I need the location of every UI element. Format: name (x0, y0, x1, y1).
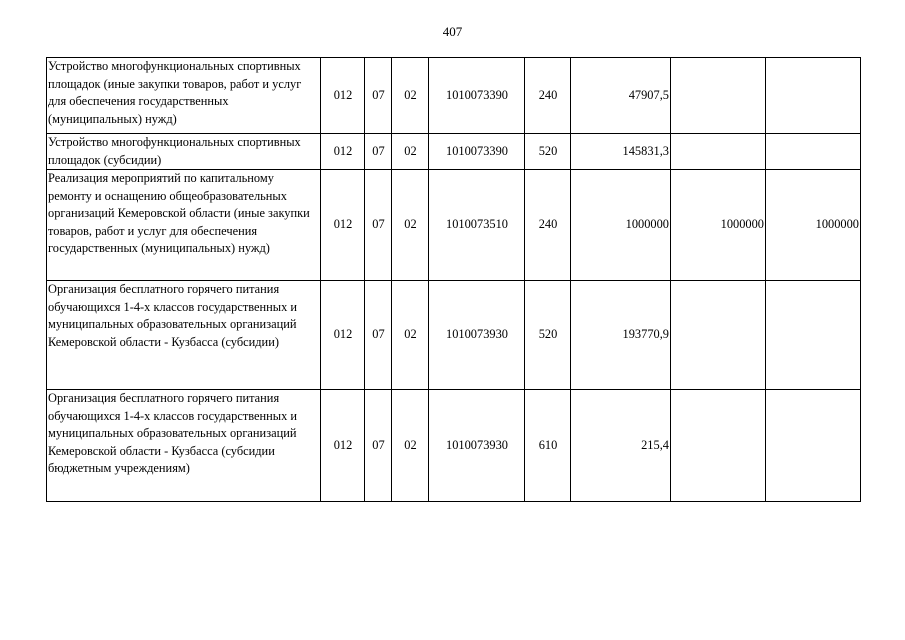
expense-type: 520 (525, 281, 571, 390)
expense-name: Организация бесплатного горячего питания обучающихся 1-4-х классов государственных и муниципальных образовательных организаций Кемеровской области - Кузбасса (субсидии) (47, 281, 321, 390)
amount-year-2 (671, 134, 766, 170)
amount-year-1: 145831,3 (571, 134, 671, 170)
subsection-code: 02 (392, 58, 429, 134)
section-code: 07 (365, 58, 392, 134)
subsection-code: 02 (392, 170, 429, 281)
amount-year-2 (671, 390, 766, 502)
section-code: 07 (365, 281, 392, 390)
amount-year-1: 47907,5 (571, 58, 671, 134)
table-row (47, 58, 861, 134)
expense-name: Устройство многофункциональных спортивных площадок (субсидии) (47, 134, 321, 170)
amount-year-3 (766, 58, 861, 134)
budget-table (46, 57, 861, 502)
ministry-code: 012 (321, 134, 365, 170)
table-row (47, 134, 861, 170)
expense-type: 240 (525, 58, 571, 134)
amount-year-1: 193770,9 (571, 281, 671, 390)
amount-year-3 (766, 134, 861, 170)
target-article: 1010073390 (429, 134, 525, 170)
amount-year-2: 1000000 (671, 170, 766, 281)
subsection-code: 02 (392, 134, 429, 170)
target-article: 1010073510 (429, 170, 525, 281)
table-row (47, 281, 861, 390)
target-article: 1010073390 (429, 58, 525, 134)
target-article: 1010073930 (429, 390, 525, 502)
expense-name: Реализация мероприятий по капитальному ремонту и оснащению общеобразовательных организаций Кемеровской области (иные закупки товаров, работ и услуг для обеспечения государственных (муниципальных) нужд) (47, 170, 321, 281)
table-row (47, 170, 861, 281)
amount-year-3 (766, 281, 861, 390)
expense-type: 240 (525, 170, 571, 281)
ministry-code: 012 (321, 170, 365, 281)
ministry-code: 012 (321, 281, 365, 390)
page-number: 407 (442, 24, 463, 39)
subsection-code: 02 (392, 281, 429, 390)
ministry-code: 012 (321, 390, 365, 502)
section-code: 07 (365, 134, 392, 170)
amount-year-1: 215,4 (571, 390, 671, 502)
ministry-code: 012 (321, 58, 365, 134)
expense-name: Устройство многофункциональных спортивных площадок (иные закупки товаров, работ и услуг для обеспечения государственных (муниципальных) нужд) (47, 58, 321, 134)
amount-year-2 (671, 281, 766, 390)
section-code: 07 (365, 390, 392, 502)
expense-name: Организация бесплатного горячего питания обучающихся 1-4-х классов государственных и муниципальных образовательных организаций Кемеровской области - Кузбасса (субсидии бюджетным учреждениям) (47, 390, 321, 502)
expense-type: 520 (525, 134, 571, 170)
target-article: 1010073930 (429, 281, 525, 390)
subsection-code: 02 (392, 390, 429, 502)
amount-year-3: 1000000 (766, 170, 861, 281)
expense-type: 610 (525, 390, 571, 502)
table-row (47, 390, 861, 502)
section-code: 07 (365, 170, 392, 281)
amount-year-1: 1000000 (571, 170, 671, 281)
amount-year-2 (671, 58, 766, 134)
amount-year-3 (766, 390, 861, 502)
